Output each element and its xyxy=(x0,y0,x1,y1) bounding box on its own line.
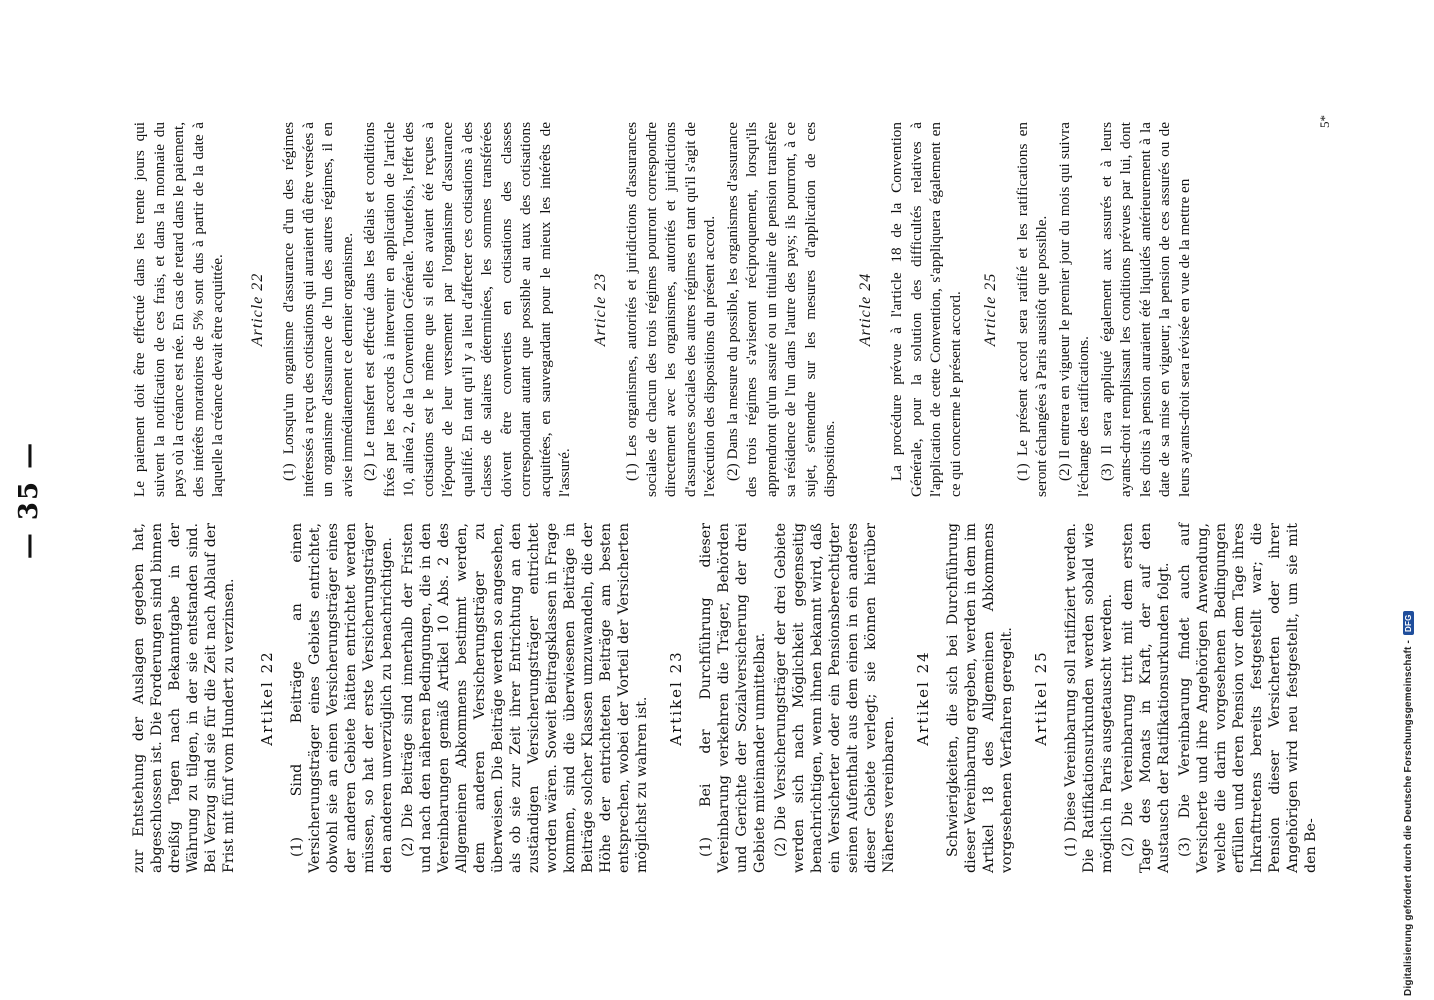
french-article-25-heading: Article 25 xyxy=(982,272,999,347)
french-article-23-para-2: (2) Dans la mesure du possible, les organismes d'assurance des trois régimes s'aviseront réciproquement, lorsqu'ils apprendront qu'un assuré ou un titulaire de pension transfère sa résidence de l'un dans l'autre des pays; ils pourront, à ce sujet, s'entendre sur les mesures d'application de ces dispositions. xyxy=(723,122,838,497)
german-article-22-heading: Artikel 22 xyxy=(258,650,276,746)
signature-mark: 5* xyxy=(1317,115,1332,128)
french-article-25-para-1: (1) Le présent accord sera ratifié et les ratifications en seront échangées à Paris aussitôt que possible. xyxy=(1013,122,1050,497)
french-article-22-para-1: (1) Lorsqu'un organisme d'assurance d'un des régimes intéressés a reçu des cotisations qui auraient dû être versées à un organisme d'assurance de l'un des autres régimes, il en avise immédiatement ce dernier organisme. xyxy=(280,122,356,497)
french-article-22-heading: Article 22 xyxy=(248,272,266,347)
french-article-22-para-2: (2) Le transfert est effectué dans les délais et conditions fixés par les accords à intervenir en application de l'article 10, alinéa 2, de la Convention Générale. Toutefois, l'effet des cotisations est le même que si elles avaient été reçues à l'époque de leur versement par l'organisme d'assurance qualifié. En tant qu'il y a lieu d'affecter ces cotisations à des classes de salaires déterminées, les sommes transférées doivent être converties en cotisations des classes correspondant autant que possible au taux des cotisations acquittées, en sauvegardant pour le mieux les intérêts de l'assuré. xyxy=(361,122,573,497)
french-article-23-para-1: (1) Les organismes, autorités et juridictions d'assurances sociales de chacun des trois régimes pourront correspondre directement avec les organismes, autorités et juridictions d'assurances sociales des autres régimes en tant qu'il s'agit de l'exécution des dispositions du présent accord. xyxy=(623,122,718,497)
german-article-24-heading: Artikel 24 xyxy=(914,650,932,746)
german-article-25-para-3: (3) Die Vereinbarung findet auch auf Versicherte und ihre Angehörigen Anwendung, welche die darin vorgesehenen Bedingungen erfüllen und deren Pension vor dem Tage ihres Inkrafttretens bereits festgestellt war; die Pension dieser Versicherten oder ihrer Angehörigen wird neu festgestellt, um sie mit den Be- xyxy=(1177,523,1319,873)
french-article-25-para-2: (2) Il entrera en vigueur le premier jour du mois qui suivra l'échange des ratifications. xyxy=(1055,122,1092,497)
digitization-credit xyxy=(1403,611,1414,996)
french-article-25-para-3: (3) Il sera appliqué également aux assurés et à leurs ayants-droit remplissant les conditions prévues par lui, dont les droits à pension auraient été liquidés antérieurement à la date de sa mise en vigueur; la pension de ces assurés ou de leurs ayants-droit sera révisée en vue de la mettre en xyxy=(1097,122,1193,497)
german-article-24-para-1: Schwierigkeiten, die sich bei Durchführung dieser Vereinbarung ergeben, werden in dem im Artikel 18 des Allgemeinen Abkommens vorgesehenen Verfahren geregelt. xyxy=(945,523,1015,873)
french-column xyxy=(130,122,1197,497)
german-article-23-para-2: (2) Die Versicherungsträger der drei Gebiete werden sich nach Möglichkeit gegenseitig benachrichtigen, wenn ihnen bekannt wird, daß ein Versicherter oder ein Pensionsberechtigter seinen Aufenthalt aus dem einen in ein anderes dieser Gebiete verlegt; sie können hierüber Näheres vereinbaren. xyxy=(773,523,897,873)
page-number: — 35 — xyxy=(14,440,44,560)
german-article-22-para-1: (1) Sind Beiträge an einen Versicherungsträger eines Gebiets entrichtet, obwohl sie an einen Versicherungsträger eines der anderen Gebiete hätten entrichtet werden müssen, so hat der erste Versicherungsträger den anderen unverzüglich zu benachrichtigen. xyxy=(289,523,395,873)
german-article-25-para-2: (2) Die Vereinbarung tritt mit dem ersten Tage des Monats in Kraft, der auf den Austausch der Ratifikationsurkunden folgt. xyxy=(1120,523,1172,873)
german-article-23-heading: Artikel 23 xyxy=(667,650,685,746)
german-column xyxy=(130,523,1323,873)
french-article-24-heading: Article 24 xyxy=(856,272,874,347)
french-article-23-heading: Article 23 xyxy=(591,272,609,347)
german-article-23-para-1: (1) Bei der Durchführung dieser Vereinbarung verkehren die Träger, Behörden und Gerichte der Sozialversicherung der drei Gebiete miteinander unmittelbar. xyxy=(698,523,768,873)
german-article-22-para-2: (2) Die Beiträge sind innerhalb der Fristen und nach den näheren Bedingungen, die in den Vereinbarungen gemäß Artikel 10 Abs. 2 des Allgemeinen Abkommens bestimmt werden, dem anderen Versicherungsträger zu überweisen. Die Beiträge werden so angesehen, als ob sie zur Zeit ihrer Entrichtung an den zuständigen Versicherungsträger entrichtet worden wären. Soweit Beitragsklassen in Frage kommen, sind die überwiesenen Beiträge in Beiträge solcher Klassen umzuwandeln, die der Höhe der entrichteten Beiträge am besten entsprechen, wobei der Vorteil der Versicherten möglichst zu wahren ist. xyxy=(400,523,650,873)
dfg-logo: DFG xyxy=(1403,611,1414,635)
german-intro-paragraph: zur Entstehung der Auslagen gegeben hat, abgeschlossen ist. Die Forderungen sind binnen dreißig Tagen nach Bekanntgabe in der Währung zu tilgen, in der sie entstanden sind. Bei Verzug sind sie für die Zeit nach Ablauf der Frist mit fünf vom Hundert zu verzinsen. xyxy=(131,523,237,873)
french-article-24-para-1: La procédure prévue à l'article 18 de la Convention Générale, pour la solution des difficultés relatives à l'application de cette Convention, s'appliquera également en ce qui concerne le présent accord. xyxy=(888,122,964,497)
digitization-credit-text: Digitalisierung gefördert durch die Deutsche Forschungsgemeinschaft - xyxy=(1403,639,1414,996)
french-intro-paragraph: Le paiement doit être effectué dans les trente jours qui suivent la notification de ces frais, et dans la monnaie du pays où la créance est née. En cas de retard dans le paiement, des intérêts moratoires de 5% sont dus à partir de la date à laquelle la créance devait être acquittée. xyxy=(131,122,226,497)
german-article-25-para-1: (1) Diese Vereinbarung soll ratifiziert werden. Die Ratifikationsurkunden werden sobald wie möglich in Paris ausgetauscht werden. xyxy=(1063,523,1115,873)
german-article-25-heading: Artikel 25 xyxy=(1032,650,1050,746)
